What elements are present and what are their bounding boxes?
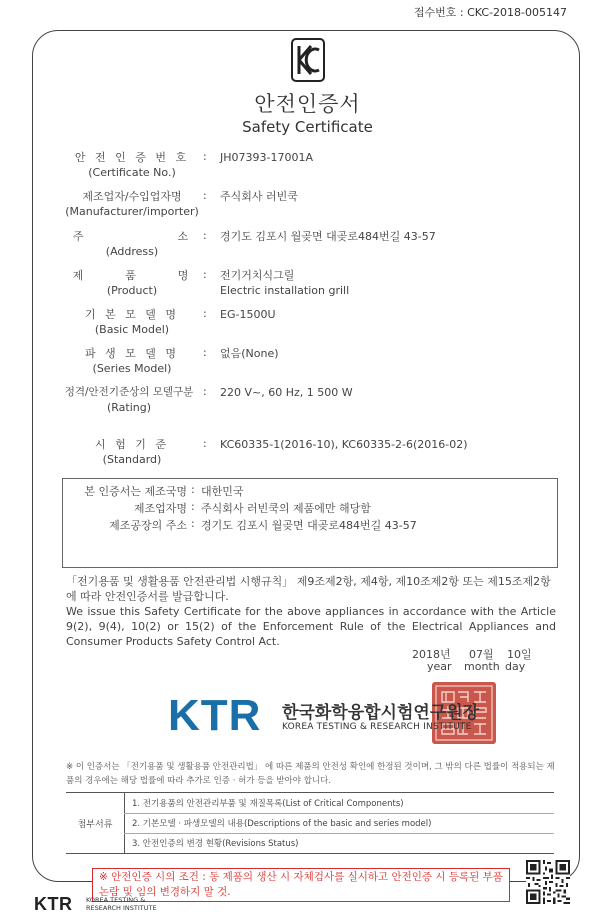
basic-model-value: EG-1500U: [220, 308, 276, 321]
label-korean: 제 품 명: [72, 269, 192, 282]
info-value: 대한민국: [201, 485, 244, 498]
colon: :: [203, 437, 207, 450]
colon: :: [203, 150, 207, 163]
colon: :: [203, 268, 207, 281]
field-label-basic-model: [62, 307, 202, 337]
issuance-statement: [66, 574, 556, 649]
label-english: (Basic Model): [94, 323, 170, 336]
label-english: (Rating): [106, 401, 152, 414]
issuance-statement-english: We issue this Safety Certificate for the above appliances in accordance with the Article 9(2), 9(4), 10(2) or 15(2) of the Enforcement Rule of the Electrical Appliances and Consumer Products Safety Control Act.: [66, 605, 556, 648]
divider: [124, 833, 554, 834]
colon: :: [203, 229, 207, 242]
attachment-item: 1. 전기용품의 안전관리부품 및 재질목록(List of Critical Components): [132, 799, 404, 809]
field-label-address: [62, 229, 202, 259]
title-korean: 안전인증서: [254, 92, 361, 116]
info-label: 제조업자명: [133, 502, 187, 515]
qr-code-icon[interactable]: [526, 860, 570, 904]
label-english: (Address): [105, 245, 159, 258]
footer-ktr-logo: KTR: [34, 894, 73, 914]
colon: :: [191, 483, 195, 496]
issuance-statement-korean: 「전기용품 및 생활용품 안전관리법 시행규칙」 제9조제2항, 제4항, 제10조제2항 또는 제15조제2항에 따라 안전인증서를 발급합니다.: [66, 575, 551, 603]
label-english: (Product): [106, 284, 158, 297]
date-month-label: month: [464, 660, 500, 673]
field-label-manufacturer: [62, 189, 202, 219]
attachments-table: [66, 792, 554, 854]
footer-line-2: RESEARCH INSTITUTE: [86, 904, 157, 912]
footer-line-1: KOREA TESTING &: [86, 896, 146, 904]
attachment-item: 3. 안전인증의 변경 현황(Revisions Status): [132, 839, 299, 849]
ktr-logo: KTR: [168, 691, 262, 740]
label-korean: 시 험 기 준: [95, 438, 169, 451]
field-label-certificate-no: [62, 150, 202, 180]
receipt-number: 접수번호 : CKC-2018-005147: [413, 6, 567, 19]
date-day: 10일: [507, 648, 532, 661]
colon: :: [203, 307, 207, 320]
field-label-standard: [62, 437, 202, 467]
colon: :: [191, 500, 195, 513]
date-year-label: year: [427, 660, 452, 673]
info-label: 본 인증서는 제조국명: [84, 485, 187, 498]
certificate-number-value: JH07393-17001A: [220, 151, 313, 164]
label-korean: 주 소: [72, 230, 192, 243]
field-label-rating: [48, 385, 210, 415]
product-name-english: Electric installation grill: [220, 284, 350, 297]
colon: :: [203, 385, 207, 398]
colon: :: [191, 517, 195, 530]
label-english: (Series Model): [92, 362, 172, 375]
series-model-value: 없음(None): [220, 347, 279, 360]
label-korean: 정격/안전기준상의 모델구분: [64, 386, 194, 398]
label-english: (Manufacturer/importer): [65, 205, 199, 218]
field-label-product: [62, 268, 202, 298]
label-korean: 안 전 인 증 번 호: [74, 151, 190, 164]
product-value: [220, 268, 349, 298]
product-name-korean: 전기거치식그릴: [220, 269, 295, 282]
label-english: (Standard): [102, 453, 162, 466]
colon: :: [203, 346, 207, 359]
issuer-name-korean: 한국화학융합시험연구원장: [282, 703, 480, 723]
certification-condition: ※ 안전인증 시의 조건 : 동 제품의 생산 시 자체검사를 실시하고 안전인증 시 등록된 부품논람 및 임의 변경하지 말 것.: [92, 868, 510, 902]
standard-value: KC60335-1(2016-10), KC60335-2-6(2016-02): [220, 438, 468, 451]
manufacturer-value: 주식회사 러빈쿡: [220, 190, 298, 203]
label-korean: 기 본 모 델 명: [84, 308, 180, 321]
kc-mark-icon: [291, 38, 325, 82]
label-korean: 제조업자/수입업자명: [82, 190, 182, 203]
manufacturing-info-box: [62, 478, 558, 568]
date-day-label: day: [505, 660, 526, 673]
address-value: 경기도 김포시 월곶면 대곶로484번길 43-57: [220, 230, 436, 243]
date-year: 2018년: [412, 648, 451, 661]
label-english: (Certificate No.): [88, 166, 176, 179]
info-value: 경기도 김포시 월곶면 대곶로484번길 43-57: [201, 519, 417, 532]
field-label-series-model: [62, 346, 202, 376]
date-month: 07월: [469, 648, 494, 661]
attachments-label: 첨부서류: [66, 793, 125, 853]
info-label: 제조공장의 주소: [109, 519, 187, 532]
legal-note: ※ 이 인증서는 「전기용품 및 생활용품 안전관리법」 에 따른 제품의 안전성 확인에 한정된 것이며, 그 밖의 다른 법률이 적용되는 제품의 경우에는 해당 법률에 따라 추가로 인증 · 허가 등을 받아야 합니다.: [66, 762, 555, 786]
rating-value: 220 V~, 60 Hz, 1 500 W: [220, 386, 353, 399]
info-value: 주식회사 러빈쿡의 제품에만 해당함: [201, 502, 371, 515]
attachment-item: 2. 기본모델 · 파생모델의 내용(Descriptions of the basic and series model): [132, 819, 432, 829]
divider: [124, 813, 554, 814]
issuer-name-english: KOREA TESTING & RESEARCH INSTITUTE: [282, 722, 472, 732]
colon: :: [203, 189, 207, 202]
title-english: Safety Certificate: [242, 118, 373, 136]
footer-institute-name: [86, 896, 157, 912]
label-korean: 파 생 모 델 명: [84, 347, 180, 360]
